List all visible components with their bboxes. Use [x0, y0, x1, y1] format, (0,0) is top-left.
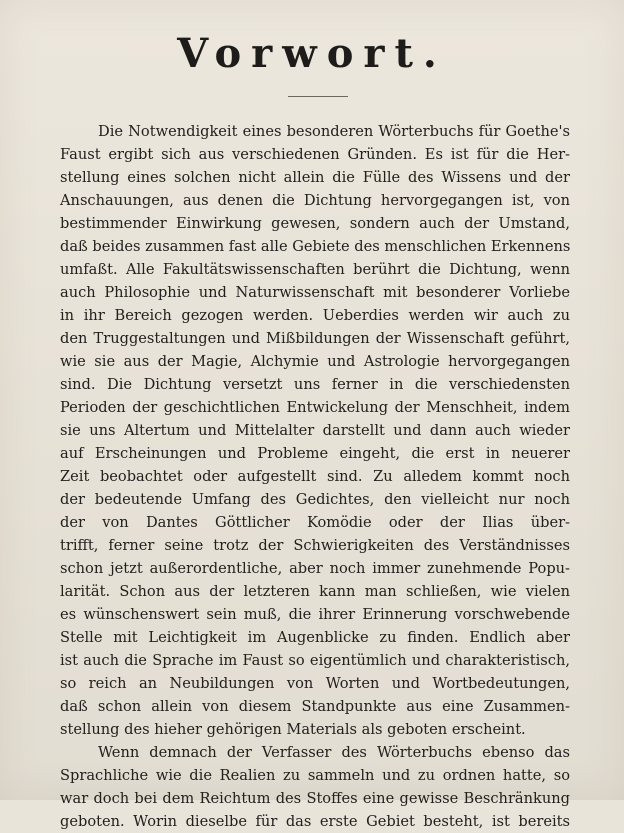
text-line: sind. Die Dichtung versetzt uns ferner in die verschiedensten [60, 376, 570, 393]
text-line: den Truggestaltungen und Mißbildungen der Wissenschaft geführt, [60, 330, 570, 347]
text-line: Perioden der geschichtlichen Entwickelung der Menschheit, indem [60, 399, 570, 416]
text-line: Zeit beobachtet oder aufgestellt sind. Zu alledem kommt noch [60, 468, 570, 485]
text-line: Sprachliche wie die Realien zu sammeln und zu ordnen hatte, so [60, 767, 570, 784]
text-line: der bedeutende Umfang des Gedichtes, den vielleicht nur noch [60, 491, 570, 508]
text-line: Wenn demnach der Verfasser des Wörterbuchs ebenso das [98, 744, 570, 761]
text-line: wie sie aus der Magie, Alchymie und Astrologie hervorgegangen [60, 353, 570, 370]
title-divider [288, 96, 348, 97]
text-line: daß schon allein von diesem Standpunkte aus eine Zusammen- [60, 698, 570, 715]
text-line: sie uns Altertum und Mittelalter darstellt und dann auch wieder [60, 422, 570, 439]
text-line: stellung eines solchen nicht allein die Fülle des Wissens und der [60, 169, 570, 186]
text-line: auch Philosophie und Naturwissenschaft mit besonderer Vorliebe [60, 284, 570, 301]
text-line: larität. Schon aus der letzteren kann man schließen, wie vielen [60, 583, 570, 600]
text-line: Die Notwendigkeit eines besonderen Wörterbuchs für Goethe's [98, 123, 570, 140]
page-title: Vorwort. [177, 30, 447, 77]
text-line: bestimmender Einwirkung gewesen, sondern auch der Umstand, [60, 215, 570, 232]
text-line: trifft, ferner seine trotz der Schwierigkeiten des Verständnisses [60, 537, 570, 554]
text-line: Anschauungen, aus denen die Dichtung hervorgegangen ist, von [60, 192, 570, 209]
text-line: Stelle mit Leichtigkeit im Augenblicke zu finden. Endlich aber [60, 629, 570, 646]
text-line: der von Dantes Göttlicher Komödie oder der Ilias über- [60, 514, 570, 531]
text-line: geboten. Worin dieselbe für das erste Gebiet besteht, ist bereits [60, 813, 570, 830]
text-line: war doch bei dem Reichtum des Stoffes eine gewisse Beschränkung [60, 790, 570, 807]
text-line: umfaßt. Alle Fakultätswissenschaften berührt die Dichtung, wenn [60, 261, 570, 278]
text-line: auf Erscheinungen und Probleme eingeht, die erst in neuerer [60, 445, 570, 462]
body-text [60, 120, 570, 833]
text-line: stellung des hieher gehörigen Materials als geboten erscheint. [60, 721, 526, 738]
text-line: in ihr Bereich gezogen werden. Ueberdies werden wir auch zu [60, 307, 570, 324]
text-line: so reich an Neubildungen von Worten und Wortbedeutungen, [60, 675, 570, 692]
text-line: schon jetzt außerordentliche, aber noch immer zunehmende Popu- [60, 560, 570, 577]
text-line: ist auch die Sprache im Faust so eigentümlich und charakteristisch, [60, 652, 570, 669]
text-line: daß beides zusammen fast alle Gebiete des menschlichen Erkennens [60, 238, 571, 255]
text-line: Faust ergibt sich aus verschiedenen Gründen. Es ist für die Her- [60, 146, 570, 163]
text-line: es wünschenswert sein muß, die ihrer Erinnerung vorschwebende [60, 606, 570, 623]
